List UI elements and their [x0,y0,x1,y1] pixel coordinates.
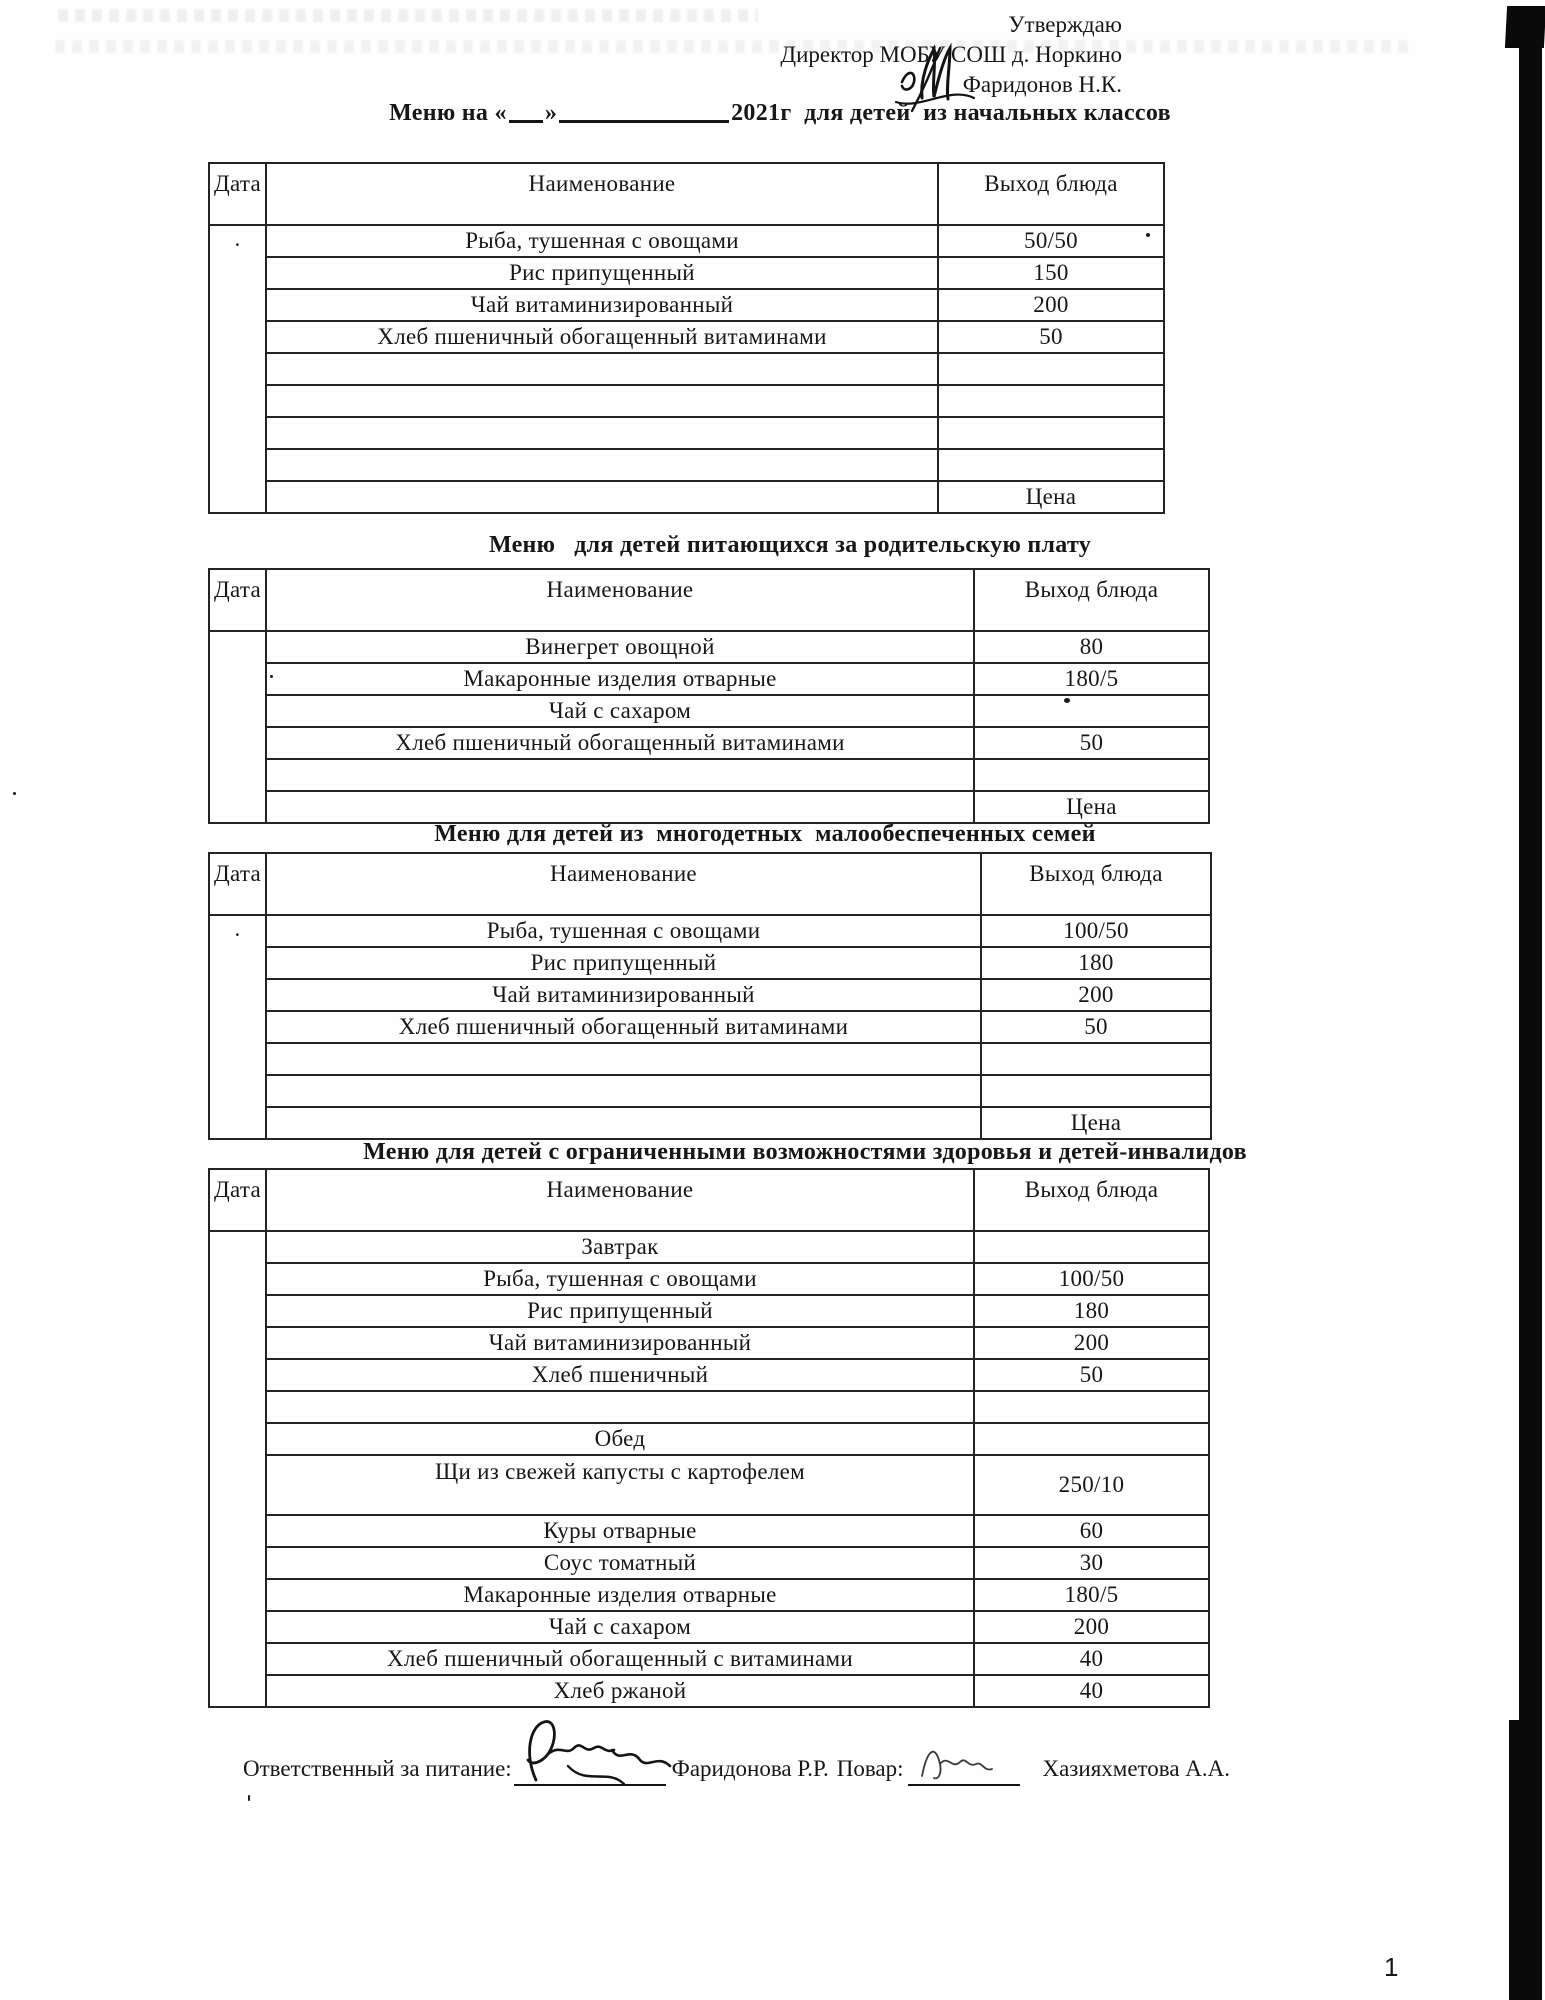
menu-row [209,1643,1209,1675]
menu-row [209,481,1164,513]
responsible-signature-line [514,1754,666,1786]
empty-cell [974,1391,1209,1423]
dish-name-cell: Рис припущенный [266,947,981,979]
menu-title-large-families: Меню для детей из многодетных малообеспеченных семей [434,821,1096,847]
col-header-date: Дата [209,163,266,225]
menu-row [209,1423,1209,1455]
empty-cell [974,1423,1209,1455]
menu-row [209,1231,1209,1263]
menu-row [209,1011,1211,1043]
dish-name-cell: Чай витаминизированный [266,289,938,321]
menu-title-disabled-children: Меню для детей с ограниченными возможностями здоровья и детей-инвалидов [363,1139,1247,1165]
date-cell: . [209,915,266,1139]
dish-name-cell: Хлеб пшеничный обогащенный витаминами [266,321,938,353]
menu-row [209,353,1164,385]
menu-row [209,915,1211,947]
empty-cell [266,1043,981,1075]
menu-row [209,1579,1209,1611]
header-row [209,853,1211,915]
menu-row [209,417,1164,449]
empty-cell [938,385,1164,417]
menu-row [209,663,1209,695]
empty-cell [974,695,1209,727]
menu-row [209,1075,1211,1107]
approval-line-2: Директор МОБУ СОШ д. Норкино [780,42,1122,67]
dish-output-cell: 40 [974,1675,1209,1707]
title-text: Меню на « [389,100,507,126]
empty-cell [266,353,938,385]
empty-cell [974,1231,1209,1263]
cook-signature [912,1736,1004,1792]
scan-artifact [248,1795,250,1801]
cook-label: Повар: [836,1756,904,1781]
dish-name-cell: Хлеб ржаной [266,1675,974,1707]
header-row [209,163,1164,225]
menu-row [209,979,1211,1011]
menu-row [209,947,1211,979]
dish-output-cell: 100/50 [974,1263,1209,1295]
dish-output-cell: 30 [974,1547,1209,1579]
menu-row [209,385,1164,417]
scan-artifact [55,40,1415,53]
price-label-cell: Цена [981,1107,1211,1139]
col-header-date: Дата [209,853,266,915]
blank-line [509,106,543,123]
empty-cell [266,1107,981,1139]
menu-row [209,1263,1209,1295]
dish-name-cell: Завтрак [266,1231,974,1263]
scan-artifact-strip [1519,6,1542,2000]
dish-name-cell: Хлеб пшеничный обогащенный витаминами [266,727,974,759]
dish-name-cell: Щи из свежей капусты с картофелем [266,1455,974,1515]
page-number: 1 [1384,1952,1399,1982]
dish-output-cell: 40 [974,1643,1209,1675]
menu-table-disabled-children [208,1168,1210,1708]
dish-output-cell: 200 [974,1327,1209,1359]
dish-name-cell: Обед [266,1423,974,1455]
menu-row [209,1675,1209,1707]
menu-row [209,1043,1211,1075]
header-row [209,569,1209,631]
menu-row [209,1295,1209,1327]
responsible-signature [506,1710,686,1798]
dish-output-cell: 180/5 [974,1579,1209,1611]
col-header-name: Наименование [266,163,938,225]
empty-cell [938,417,1164,449]
dish-output-cell: 80 [974,631,1209,663]
cook-name: Хазияхметова А.А. [1042,1756,1231,1781]
col-header-output: Выход блюда [938,163,1164,225]
col-header-name: Наименование [266,569,974,631]
menu-row [209,1547,1209,1579]
dish-output-cell: 100/50 [981,915,1211,947]
dish-output-cell: 50/50 [938,225,1164,257]
dish-name-cell: Рыба, тушенная с овощами [266,225,938,257]
scan-artifact [58,9,758,22]
col-header-output: Выход блюда [981,853,1211,915]
scan-artifact [1505,6,1545,48]
dish-output-cell: 50 [974,727,1209,759]
empty-cell [266,1391,974,1423]
dish-output-cell: 200 [938,289,1164,321]
empty-cell [266,791,974,823]
footer-line [243,1752,1230,1786]
dish-name-cell: Хлеб пшеничный [266,1359,974,1391]
col-header-name: Наименование [266,1169,974,1231]
price-label-cell: Цена [974,791,1209,823]
date-cell [209,1231,266,1707]
title-text: » [544,100,558,126]
scan-artifact [1064,698,1070,703]
blank-line [559,106,729,123]
dish-name-cell: Макаронные изделия отварные [266,1579,974,1611]
dish-name-cell: Чай витаминизированный [266,979,981,1011]
dish-name-cell: Макаронные изделия отварные [266,663,974,695]
menu-row [209,449,1164,481]
dish-name-cell: Чай с сахаром [266,1611,974,1643]
menu-row [209,791,1209,823]
menu-table-primary-classes [208,162,1165,514]
header-row [209,1169,1209,1231]
empty-cell [974,759,1209,791]
date-cell [209,631,266,823]
dish-name-cell: Винегрет овощной [266,631,974,663]
dish-output-cell: 50 [938,321,1164,353]
menu-row [209,1515,1209,1547]
empty-cell [266,417,938,449]
empty-cell [981,1075,1211,1107]
dish-output-cell: 150 [938,257,1164,289]
menu-row [209,631,1209,663]
dish-name-cell: Хлеб пшеничный обогащенный витаминами [266,1011,981,1043]
col-header-output: Выход блюда [974,569,1209,631]
menu-row [209,695,1209,727]
menu-table-parent-paid [208,568,1210,824]
date-cell: . [209,225,266,513]
scan-artifact [1146,233,1150,237]
menu-row [209,321,1164,353]
dish-name-cell: Куры отварные [266,1515,974,1547]
menu-row [209,1611,1209,1643]
col-header-output: Выход блюда [974,1169,1209,1231]
dish-output-cell: 250/10 [974,1455,1209,1515]
price-label-cell: Цена [938,481,1164,513]
approval-line-1: Утверждаю [1008,12,1122,37]
approval-signer-name: Фаридонов Н.К. [962,72,1122,97]
scan-artifact [13,792,16,795]
empty-cell [266,1075,981,1107]
menu-row [209,225,1164,257]
menu-row [209,1107,1211,1139]
scan-artifact [1509,1720,1542,2000]
dish-output-cell: 180/5 [974,663,1209,695]
menu-row [209,289,1164,321]
menu-row [209,1359,1209,1391]
menu-row [209,727,1209,759]
responsible-label: Ответственный за питание: [243,1756,512,1781]
empty-cell [266,759,974,791]
col-header-date: Дата [209,569,266,631]
dish-name-cell: Чай витаминизированный [266,1327,974,1359]
menu-title-parent-paid: Меню для детей питающихся за родительскую плату [488,532,1092,558]
menu-title-primary-classes [280,100,1280,127]
empty-cell [266,449,938,481]
menu-row [209,759,1209,791]
dish-output-cell: 50 [981,1011,1211,1043]
dish-name-cell: Соус томатный [266,1547,974,1579]
col-header-name: Наименование [266,853,981,915]
menu-table-large-families [208,852,1212,1140]
empty-cell [266,481,938,513]
dish-output-cell: 50 [974,1359,1209,1391]
cook-signature-line [908,1754,1020,1786]
menu-row [209,1327,1209,1359]
title-text: 2021г для детей из начальных классов [731,100,1171,126]
dish-name-cell: Рис припущенный [266,1295,974,1327]
dish-output-cell: 200 [981,979,1211,1011]
empty-cell [266,385,938,417]
dish-name-cell: Рис припущенный [266,257,938,289]
dish-output-cell: 60 [974,1515,1209,1547]
col-header-date: Дата [209,1169,266,1231]
dish-output-cell: 200 [974,1611,1209,1643]
dish-name-cell: Рыба, тушенная с овощами [266,1263,974,1295]
dish-name-cell: Рыба, тушенная с овощами [266,915,981,947]
dish-name-cell: Хлеб пшеничный обогащенный с витаминами [266,1643,974,1675]
menu-row [209,1391,1209,1423]
empty-cell [938,449,1164,481]
empty-cell [981,1043,1211,1075]
menu-row [209,257,1164,289]
scan-artifact [270,675,273,678]
empty-cell [938,353,1164,385]
dish-name-cell: Чай с сахаром [266,695,974,727]
dish-output-cell: 180 [981,947,1211,979]
dish-output-cell: 180 [974,1295,1209,1327]
responsible-name: Фаридонова Р.Р. [671,1756,829,1781]
menu-row [209,1455,1209,1515]
